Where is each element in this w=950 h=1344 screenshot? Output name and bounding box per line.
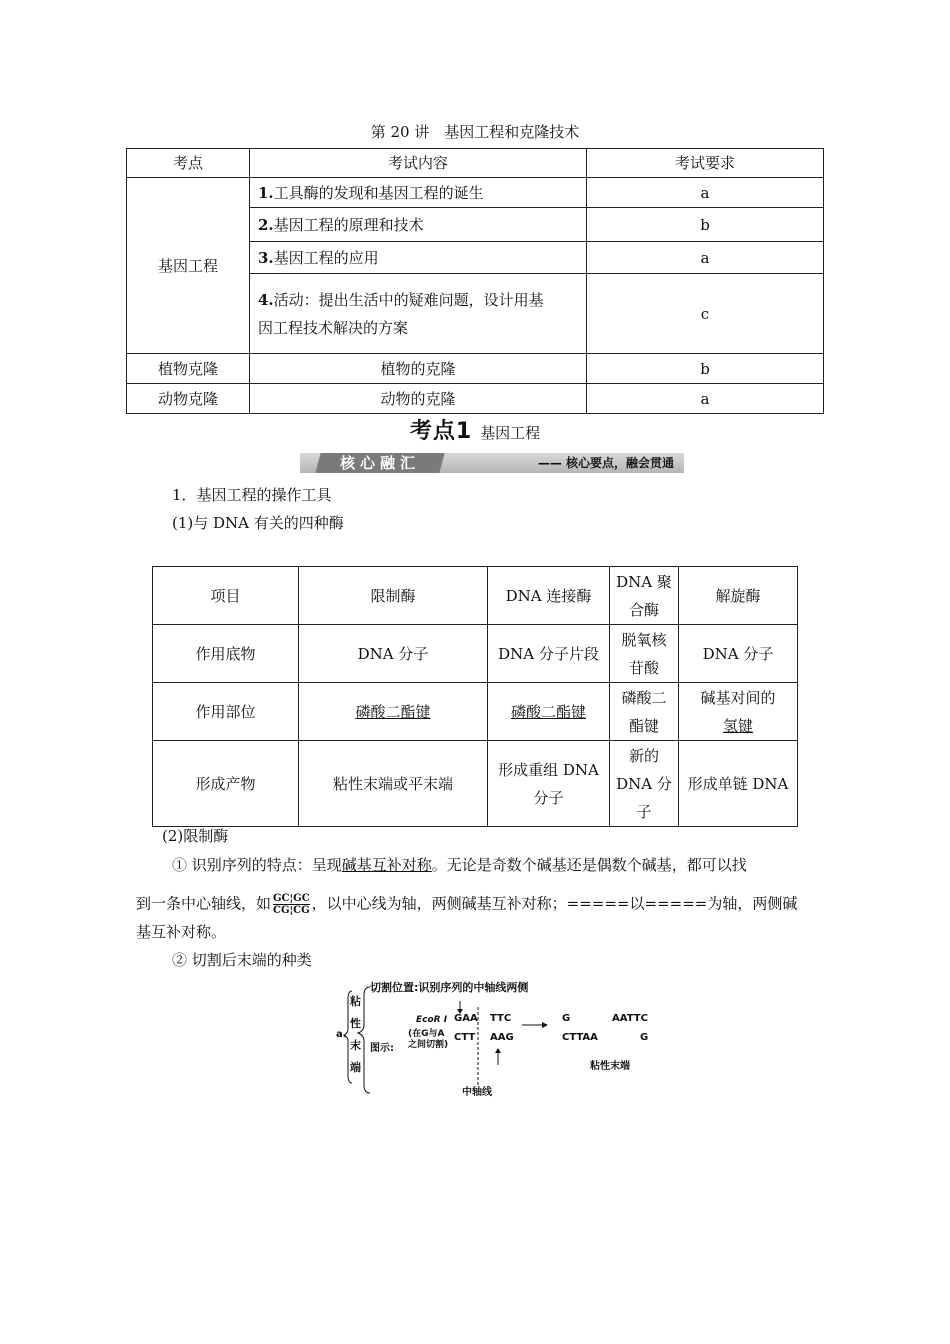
sequence-text: G xyxy=(640,1032,649,1043)
sticky-end-diagram xyxy=(330,975,650,1100)
enzyme-table xyxy=(152,566,798,827)
cut-position-label: 切割位置:识别序列的中轴线两侧 xyxy=(370,981,529,994)
table-cell: 动物的克隆 xyxy=(250,384,587,414)
section-heading: 考点1 基因工程 xyxy=(409,419,541,444)
table-cell: 磷酸二酯键 xyxy=(299,683,488,741)
table-cell: a xyxy=(587,384,824,414)
table-cell: 形成重组 DNA 分子 xyxy=(488,741,610,827)
sequence-text: AAG xyxy=(490,1032,514,1043)
table-header: 项目 xyxy=(153,567,299,625)
table-header: DNA 连接酶 xyxy=(488,567,610,625)
table-cell: 形成单链 DNA xyxy=(679,741,798,827)
cut-note: (在G与A 之间切割) xyxy=(408,1029,449,1050)
enzyme-label: EcoR I xyxy=(416,1015,448,1025)
table-cell: 碱基对间的 氢键 xyxy=(679,683,798,741)
table-header: 考试要求 xyxy=(587,149,824,178)
paragraph: ② 切割后末端的种类 xyxy=(172,951,312,969)
table-cell: 磷酸二酯键 xyxy=(488,683,610,741)
table-header: 限制酶 xyxy=(299,567,488,625)
table-header: 解旋酶 xyxy=(679,567,798,625)
banner-label: 核心融汇 xyxy=(315,453,444,473)
sequence-fraction: $\frac{GC¦GC}{CG¦CG}$ xyxy=(273,893,310,916)
illus-label: 图示: xyxy=(370,1043,394,1054)
table-cell: b xyxy=(587,354,824,384)
table-cell: DNA 分子 xyxy=(299,625,488,683)
table-cell: 3.基因工程的应用 xyxy=(250,242,587,274)
sequence-text: TTC xyxy=(490,1013,512,1024)
table-cell: b xyxy=(587,208,824,242)
sequence-text: AATTC xyxy=(612,1013,648,1024)
table-header: 考点 xyxy=(127,149,250,178)
table-cell: a xyxy=(587,178,824,208)
table-cell: c xyxy=(587,274,824,354)
sequence-text: G xyxy=(562,1013,571,1024)
sequence-text: CTTAA xyxy=(562,1032,598,1043)
table-cell: 脱氧核 苷酸 xyxy=(610,625,679,683)
table-header: 考试内容 xyxy=(250,149,587,178)
table-cell: 形成产物 xyxy=(153,741,299,827)
sequence-text: CTT xyxy=(454,1032,476,1043)
group-label: 动物克隆 xyxy=(127,384,250,414)
diagram-label: 粘 性 末 端 xyxy=(350,995,361,1074)
paragraph: (1)与 DNA 有关的四种酶 xyxy=(172,514,344,532)
product-label: 粘性末端 xyxy=(590,1061,630,1072)
table-cell: 4.活动：提出生活中的疑难问题，设计用基 因工程技术解决的方案 xyxy=(250,274,587,354)
table-cell: 2.基因工程的原理和技术 xyxy=(250,208,587,242)
table-cell: 磷酸二 酯键 xyxy=(610,683,679,741)
paragraph: 到一条中心轴线，如 $\frac{GC¦GC}{CG¦CG}$ ，以中心线为轴，两侧碱基互补对称；=====以=====为轴，两侧碱 xyxy=(136,893,798,916)
group-label: 植物克隆 xyxy=(127,354,250,384)
table-cell: 新的 DNA 分 子 xyxy=(610,741,679,827)
group-label: 基因工程 xyxy=(127,178,250,354)
table-cell: a xyxy=(587,242,824,274)
core-banner xyxy=(300,453,684,473)
table-cell: 作用部位 xyxy=(153,683,299,741)
paragraph: 基互补对称。 xyxy=(136,923,227,941)
table-cell: DNA 分子片段 xyxy=(488,625,610,683)
table-cell: 1.工具酶的发现和基因工程的诞生 xyxy=(250,178,587,208)
diagram-label: a. xyxy=(336,1029,347,1040)
table-cell: 作用底物 xyxy=(153,625,299,683)
axis-label: 中轴线 xyxy=(462,1087,492,1098)
page-title: 第 20 讲 基因工程和克隆技术 xyxy=(370,123,580,141)
paragraph: ① 识别序列的特点：呈现碱基互补对称。无论是奇数个碱基还是偶数个碱基，都可以找 xyxy=(172,856,747,874)
table-cell: 粘性末端或平末端 xyxy=(299,741,488,827)
paragraph: 1．基因工程的操作工具 xyxy=(172,486,332,504)
table-cell: 植物的克隆 xyxy=(250,354,587,384)
table-header: DNA 聚 合酶 xyxy=(610,567,679,625)
table-cell: DNA 分子 xyxy=(679,625,798,683)
sequence-text: GAA xyxy=(454,1013,478,1024)
exam-requirements-table xyxy=(126,148,824,414)
banner-tag: —— 核心要点，融会贯通 xyxy=(537,456,674,470)
paragraph: (2)限制酶 xyxy=(162,827,229,845)
